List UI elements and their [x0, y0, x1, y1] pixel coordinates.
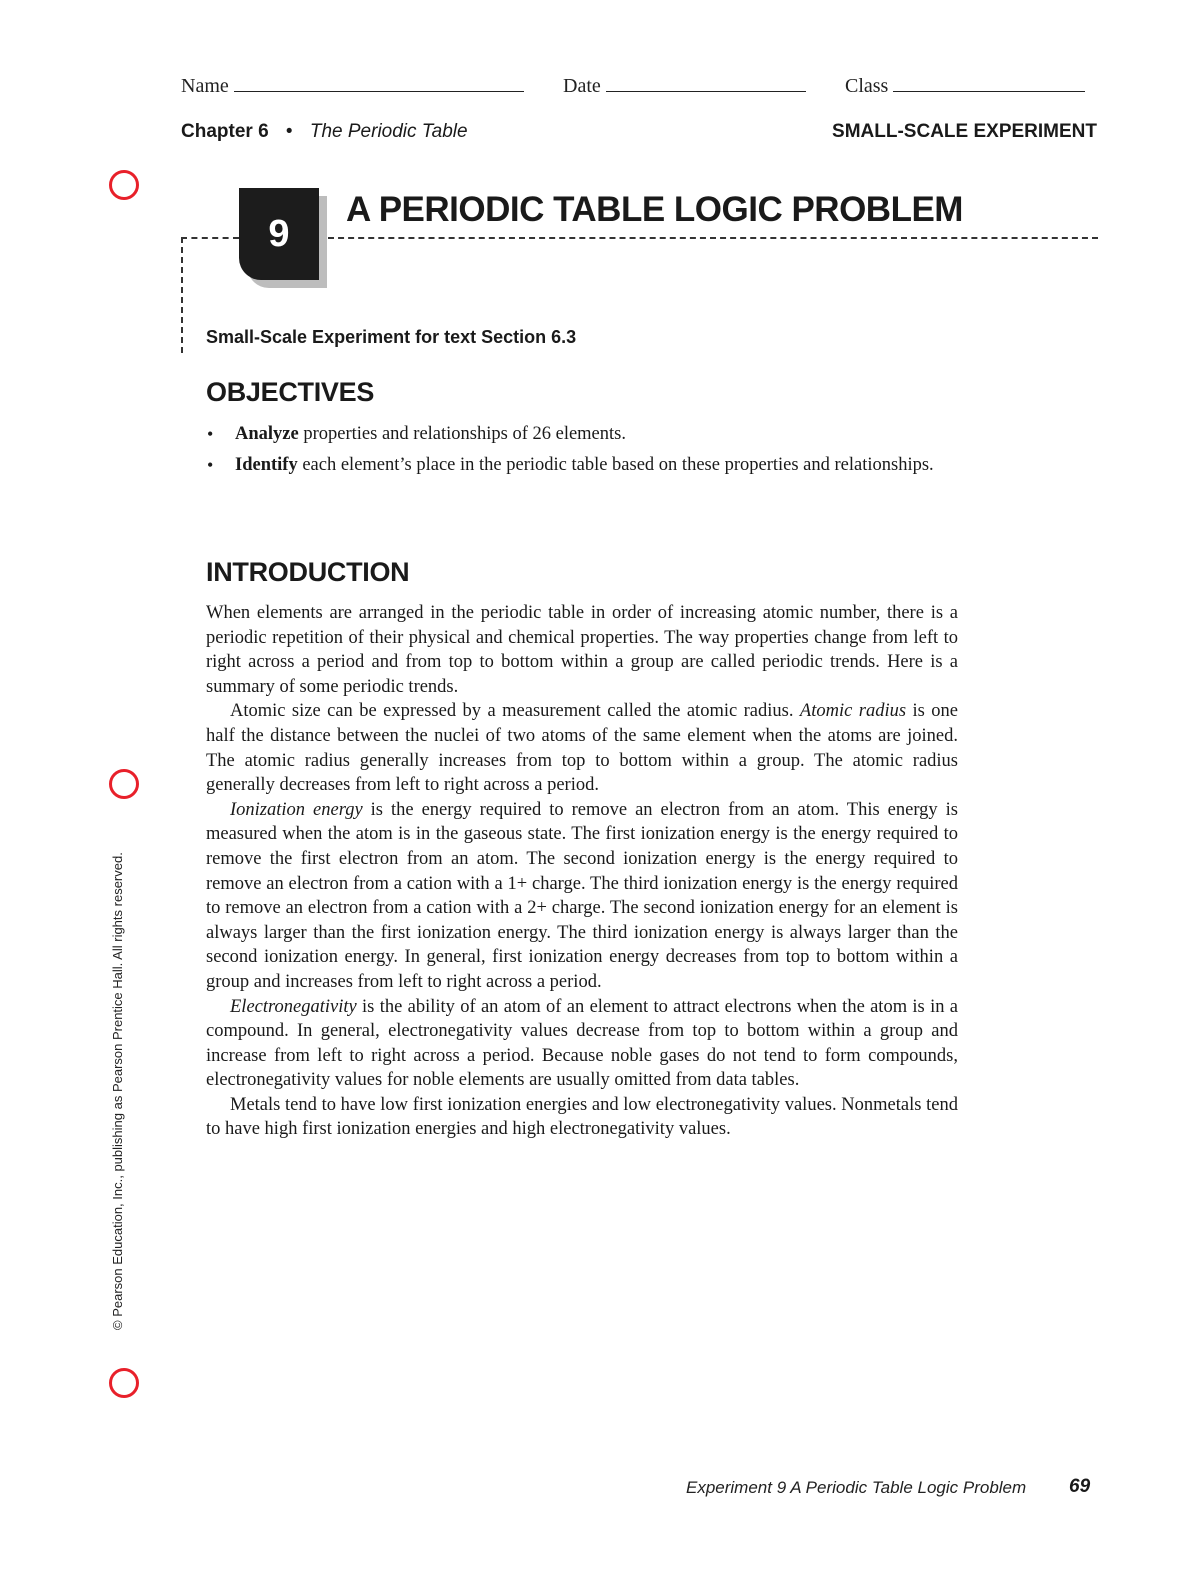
- punch-hole-middle: [109, 769, 139, 799]
- punch-hole-bottom: [109, 1368, 139, 1398]
- objective-verb: Identify: [235, 455, 298, 475]
- introduction-body: [206, 601, 958, 1142]
- intro-paragraph: [206, 699, 958, 797]
- title-rule-vertical: [181, 237, 183, 353]
- class-field[interactable]: [845, 73, 1085, 98]
- name-blank[interactable]: [234, 73, 524, 92]
- paragraph-text: is the energy required to remove an electron from an atom. This energy is measured when the atom is in the gaseous state. The first ionization energy is the energy required to remove the first electron from an atom. The second ionization energy is the energy required to remove an electron from a cation with a 1+ charge. The third ionization energy is the energy required to remove an electron from a cation with a 2+ charge. The second ionization energy for an element is always larger than the first ionization energy. The third ionization energy is always larger than the second ionization energy. In general, first ionization energy decreases from top to bottom within a group and increases from left to right across a period.: [206, 799, 958, 992]
- intro-paragraph: When elements are arranged in the periodic table in order of increasing atomic number, there is a periodic repetition of their physical and chemical properties. The way properties change from left to right across a period and from top to bottom within a group are called periodic trends. Here is a summary of some periodic trends.: [206, 603, 958, 697]
- term-atomic-radius: Atomic radius: [799, 701, 907, 722]
- experiment-title: A PERIODIC TABLE LOGIC PROBLEM: [346, 190, 963, 229]
- chapter-line: [181, 121, 468, 143]
- name-field[interactable]: [181, 73, 524, 98]
- experiment-subtitle: Small-Scale Experiment for text Section 6.3: [206, 327, 577, 347]
- intro-paragraph: Metals tend to have low first ionization energies and low electronegativity values. Nonmetals tend to have high first ionization energies and high electronegativity values.: [206, 1094, 958, 1140]
- footer-running-title: Experiment 9 A Periodic Table Logic Problem: [686, 1478, 1027, 1497]
- bullet-icon: •: [207, 455, 214, 475]
- name-label: Name: [181, 75, 229, 97]
- paragraph-text: is the ability of an atom of an element to attract electrons when the atom is in a compound. In general, electronegativity values decrease from top to bottom within a group and increase from left to right across a period. Because noble gases do not tend to form compounds, electronegativity values for noble elements are usually omitted from data tables.: [206, 996, 958, 1091]
- intro-paragraph: [206, 995, 958, 1093]
- title-rule-left: [181, 237, 239, 239]
- copyright-notice: © Pearson Education, Inc., publishing as Pearson Prentice Hall. All rights reserved.: [110, 852, 125, 1330]
- experiment-number: 9: [268, 212, 290, 255]
- objectives-heading: OBJECTIVES: [206, 377, 375, 407]
- experiment-type: SMALL-SCALE EXPERIMENT: [832, 121, 1097, 142]
- chapter-bullet: •: [285, 121, 293, 142]
- punch-hole-top: [109, 170, 139, 200]
- page-number: 69: [1069, 1476, 1091, 1497]
- objective-text: each element’s place in the periodic table based on these properties and relationships.: [297, 455, 934, 475]
- class-blank[interactable]: [893, 73, 1085, 92]
- objective-item: [207, 421, 965, 447]
- term-ionization-energy: Ionization energy: [230, 799, 363, 820]
- objective-verb: Analyze: [235, 424, 299, 444]
- paragraph-text: Atomic size can be expressed by a measurement called the atomic radius.: [230, 701, 800, 722]
- paragraph-text: is one half the distance between the nuclei of two atoms of the same element when the atoms are joined. The atomic radius generally increases from top to bottom within a group. The atomic radius generally decreases from left to right across a period.: [206, 701, 958, 796]
- date-label: Date: [563, 75, 601, 97]
- bullet-icon: •: [207, 424, 214, 444]
- date-field[interactable]: [563, 73, 806, 98]
- intro-paragraph: [206, 798, 958, 995]
- objective-item: [207, 452, 965, 478]
- chapter-title: The Periodic Table: [309, 121, 468, 142]
- date-blank[interactable]: [606, 73, 806, 92]
- introduction-heading: INTRODUCTION: [206, 557, 410, 587]
- title-rule-right: [328, 237, 1098, 239]
- objective-text: properties and relationships of 26 elements.: [298, 424, 626, 444]
- class-label: Class: [845, 75, 889, 97]
- chapter-label: Chapter 6: [181, 121, 269, 142]
- experiment-number-tab: [239, 188, 319, 280]
- term-electronegativity: Electronegativity: [230, 996, 357, 1017]
